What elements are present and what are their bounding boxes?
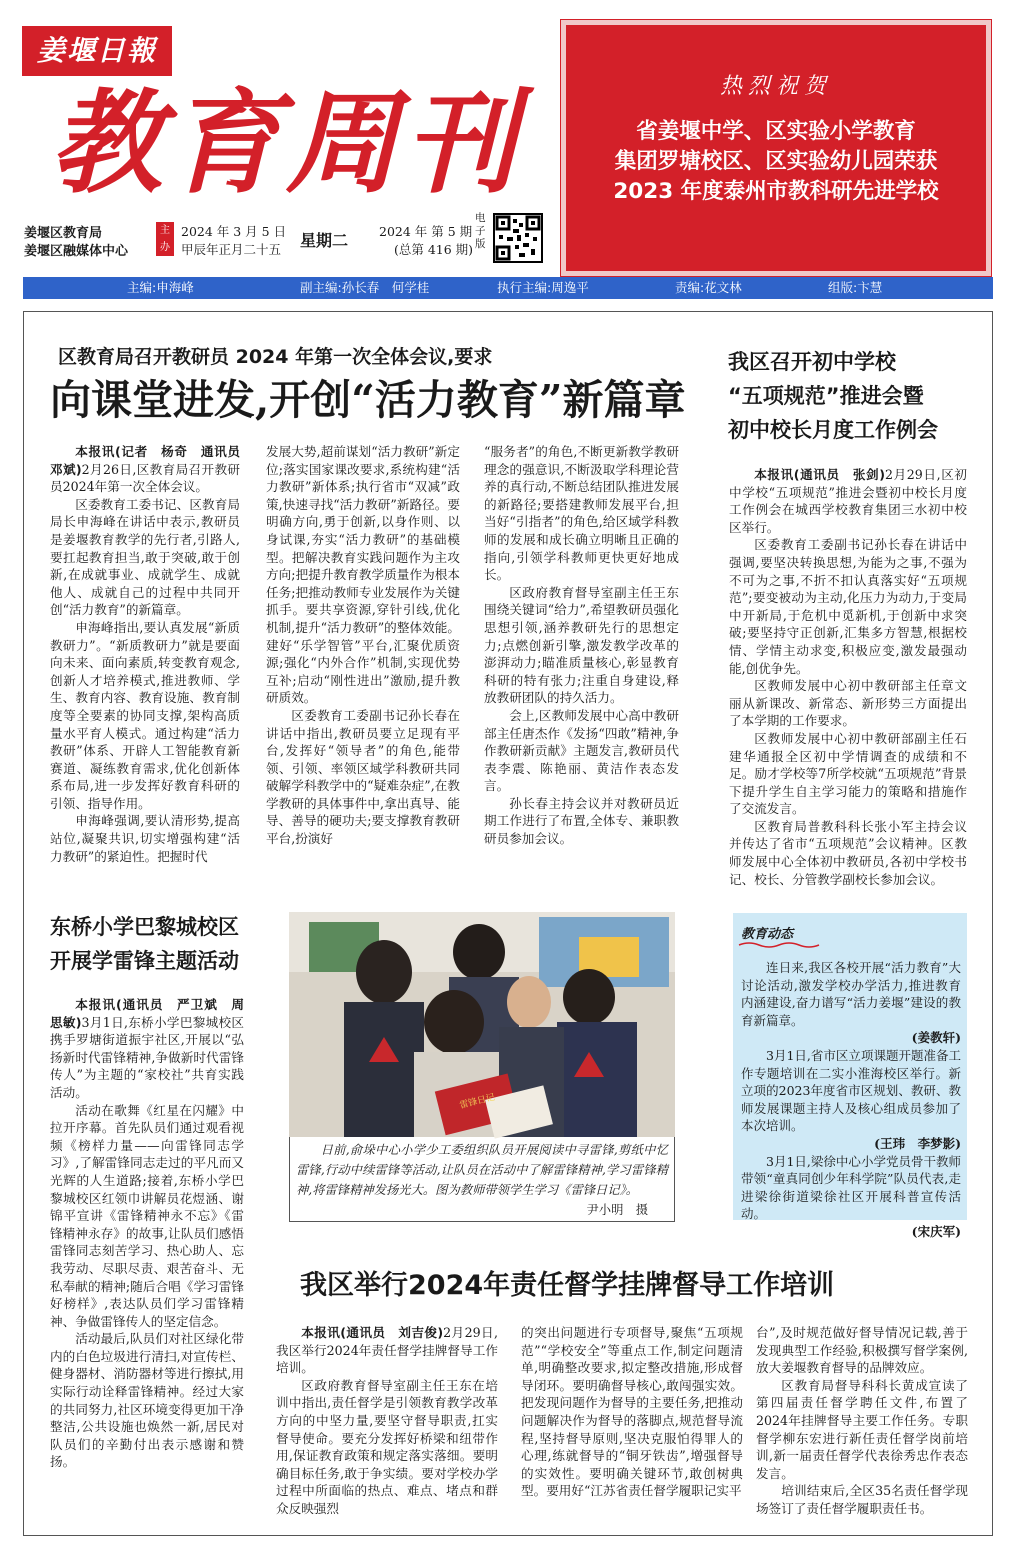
article3-headline xyxy=(50,910,260,978)
article1-paragraph: 申海峰指出,要认真发展“新质教研力”。“新质教研力”就是要面向未来、面向素质,转变教育观念,创新人才培养模式,推进教师、学生、教育内容、教育设施、教育制度等全要素的协同支撑,架构高质量水平育人模式。通过构建“活力教研”体系、开辟人工智能教育新赛道、凝练教育需求,优化创新体系布局,进一步发挥好教育科研的引领、指导作用。 xyxy=(50,619,240,811)
photo-caption-text: 日前,俞垛中心小学少工委组织队员开展阅读中寻雷锋,剪纸中忆雷锋,行动中续雷锋等活动,让队员在活动中了解雷锋精神,学习雷锋精神,将雷锋精神发扬光大。图为教师带领学生学习《雷锋日记》。 xyxy=(296,1143,668,1197)
article1-paragraph: 区委教育工委书记、区教育局局长申海峰在讲话中表示,教研员是姜堰教育教学的先行者,引路人,要扛起教育担当,敢于突破,敢于创新,在成就事业、成就学生、成就他人、成就自己的过程中共同开创“活力教育”的新篇章。 xyxy=(50,496,240,618)
chief-editor: 主编:申海峰 xyxy=(127,280,194,295)
banner-line: 集团罗塘校区、区实验幼儿园荣获 xyxy=(614,149,938,174)
news-item-signature: (王玮 李梦影) xyxy=(874,1135,961,1151)
date-lunar: 甲辰年正月二十五 xyxy=(181,242,282,257)
article1-paragraph: 区委教育工委副书记孙长春在讲话中指出,教研员要立足现有平台,发挥好“领导者”的角色,能带领、引领、率领区域学科教研共同破解学科教学中的“疑难杂症”,在教学教研的具体事件中,拿出真导、能导、善导的硬功夫;要支撑教育教研平台,扮演好 xyxy=(266,707,460,847)
masthead-title: 教育周刊 xyxy=(50,78,522,209)
congratulation-banner xyxy=(561,20,991,276)
article4-byline: 本报讯(通讯员 刘吉俊) xyxy=(301,1325,444,1340)
article1-column xyxy=(50,443,253,903)
article3-headline-line: 开展学雷锋主题活动 xyxy=(50,949,239,973)
article1-paragraph: 孙长春主持会议并对教研员近期工作进行了布置,全体专、兼职教研员参加会议。 xyxy=(484,795,679,847)
article2-column xyxy=(729,466,967,890)
article3-headline-line: 东桥小学巴黎城校区 xyxy=(50,915,239,939)
organizer-1: 姜堰区教育局 xyxy=(24,226,103,241)
issue-total: (总第 416 期) xyxy=(394,242,474,257)
editorial-credits xyxy=(23,277,993,299)
article2-byline: 本报讯(通讯员 张剑) xyxy=(754,467,885,482)
article1-paragraph: 发展大势,超前谋划“活力教研”新定位;落实国家课改要求,系统构建“活力教研”新体系;执行省市“双减”政策,快速寻找“活力教研”新路径。要明确方向,勇于创新,以身作则、以身试课,夯实“活力教研”的基础模型。把解决教育实践问题作为主攻方向;把提升教育教学质量作为根本任务;把推动教师专业发展作为关键抓手。要共享资源,穿针引线,优化机制,提升“活力教研”的整体效能。建好“乐学智管”平台,汇聚优质资源;强化“内外合作”机制,实现优势互补;启动“刚性进出”激励,提升教研质效。 xyxy=(266,444,460,706)
weekday: 星期二 xyxy=(300,231,349,250)
article1-paragraph: “服务者”的角色,不断更新教学教研理念的强意识,不断汲取学科理论营养的真行动,不断总结团队推进发展的新路径;要搭建教师发展平台,担当好“引指者”的角色,给区域学科教师的发展和成长确立明晰且正确的指向,引领学科教师更快更好地成长。 xyxy=(484,444,679,583)
article2-paragraph: 本报讯(通讯员 张剑)2月29日,区初中学校“五项规范”推进会暨初中校长月度工作例会在城西学校教育集团三水初中校区举行。 xyxy=(729,467,967,535)
article4-headline: 我区举行2024年责任督学挂牌督导工作培训 xyxy=(300,1270,835,1301)
layout-editor: 组版:卞慧 xyxy=(828,280,883,295)
article3-byline: 本报讯(通讯员 严卫斌 周思敏) xyxy=(50,997,244,1030)
e-edition-label: 电子版 xyxy=(475,212,486,250)
article4-column xyxy=(276,1324,498,1526)
article2-paragraph: 区教育局普教科科长张小军主持会议并传达了省市“五项规范”会议精神。区教师发展中心全体初中教研员,各初中学校书记、校长、分管教学副校长参加会议。 xyxy=(729,818,967,887)
deputy-editors: 副主编:孙长春 何学桂 xyxy=(300,280,430,295)
article4-column xyxy=(756,1324,968,1526)
date-gregorian: 2024 年 3 月 5 日 xyxy=(181,224,287,239)
news-item-signature: (宋庆军) xyxy=(911,1223,961,1239)
article4-paragraph: 台”,及时规范做好督导情况记载,善于发现典型工作经验,积极撰写督学案例,放大姜堰教育督导的品牌效应。 xyxy=(756,1325,968,1376)
article4-column xyxy=(521,1324,743,1526)
book-title: 雷锋日记 xyxy=(458,1092,497,1112)
article1-kicker: 区教育局召开教研员 2024 年第一次全体会议,要求 xyxy=(58,346,493,368)
article1-paragraph: 本报讯(记者 杨奇 通讯员 邓斌)2月26日,区教育局召开教研员2024年第一次全体会议。 xyxy=(50,444,253,495)
article2-paragraph: 区教师发展中心初中教研部主任章文丽从新课改、新常态、新形势三方面提出了本学期的工作要求。 xyxy=(729,678,967,729)
executive-editor: 执行主编:周逸平 xyxy=(497,280,589,295)
article2-paragraph: 区教师发展中心初中教研部副主任石建华通报全区初中学情调查的成绩和不足。励才学校等7所学校就“五项规范”背景下提升学生自主学习能力的策略和措施作了交流发言。 xyxy=(729,730,967,817)
article1-byline: 本报讯(记者 杨奇 通讯员 邓斌) xyxy=(50,444,253,477)
responsible-editor: 责编:花文林 xyxy=(675,280,742,295)
education-news-box xyxy=(733,913,967,1239)
banner-line: 省姜堰中学、区实验小学教育 xyxy=(636,119,916,144)
article3-paragraph: 活动最后,队员们对社区绿化带内的白色垃圾进行清扫,对宣传栏、健身器材、消防器材等进行擦拭,用实际行动诠释雷锋精神。经过大家的共同努力,社区环境变得更加干净整洁,公共设施也焕然一新,居民对队员们的辛勤付出表示感谢和赞扬。 xyxy=(50,1331,244,1470)
article2-headline xyxy=(728,345,978,447)
news-item: 3月1日,省市区立项课题开题准备工作专题培训在二实小淮海校区举行。新立项的2023年度省市区规划、教研、教师发展课题主持人及核心组成员参加了本次培训。 xyxy=(741,1047,961,1134)
article2-headline-line: 初中校长月度工作例会 xyxy=(728,418,938,442)
photo-caption xyxy=(296,1140,668,1220)
article4-paragraph: 培训结束后,全区35名责任督学现场签订了责任督学履职责任书。 xyxy=(756,1483,968,1516)
news-box-title: 教育动态 xyxy=(741,927,794,942)
newspaper-logo: 姜堰日報 xyxy=(22,26,172,76)
news-item: 3月1日,梁徐中心小学党员骨干教师带领“童真同创少年科学院”队员代表,走进梁徐街道梁徐社区开展科普宣传活动。 xyxy=(741,1153,961,1222)
article1-column xyxy=(484,443,679,903)
article3-paragraph: 本报讯(通讯员 严卫斌 周思敏)3月1日,东桥小学巴黎城校区携手罗塘街道振宇社区,开展以“弘扬新时代雷锋精神,争做新时代雷锋传人”为主题的“家校社”共育实践活动。 xyxy=(50,997,244,1100)
photo-credit: 尹小明 摄 xyxy=(586,1203,648,1217)
article4-paragraph: 本报讯(通讯员 刘吉俊)2月29日,我区举行2024年责任督学挂牌督导工作培训。 xyxy=(276,1325,499,1376)
article4-paragraph: 的突出问题进行专项督导,聚焦“五项规范”“学校安全”等重点工作,制定问题清单,明确整改要求,拟定整改措施,形成督导闭环。要明确督导核心,敢闯强实效。把发现问题作为督导的主要任务,把推动问题解决作为督导的落脚点,规范督导流程,坚持督导原则,坚决克服怕得罪人的心理,练就督导的“铜牙铁齿”,增强督导的实效性。要明确关键环节,敢创树典型。要用好“江苏省责任督学履职记实平 xyxy=(521,1325,743,1499)
news-item: 连日来,我区各校开展“活力教育”大讨论活动,激发学校办学活力,推进教育内涵建设,奋力谱写“活力姜堰”建设的教育新篇章。 xyxy=(741,960,961,1028)
article1-column xyxy=(266,443,460,903)
article2-headline-line: 我区召开初中学校 xyxy=(728,350,896,374)
issue-number: 2024 年 第 5 期 xyxy=(379,224,473,239)
title-underline-icon xyxy=(739,941,819,949)
organizer-2: 姜堰区融媒体中心 xyxy=(24,244,129,259)
article3-paragraph: 活动在歌舞《红星在闪耀》中拉开序幕。首先队员们通过观看视频《榜样力量——向雷锋同志学习》,了解雷锋同志走过的平凡而又光辉的人生道路;接着,东桥小学巴黎城校区红领巾讲解员花煜涵、谢锦平宣讲《雷锋精神永不忘》《雷锋精神永存》的故事,让队员们感悟雷锋同志刻苦学习、热心助人、忘我劳动、尽职尽责、艰苦奋斗、无私奉献的精神;随后合唱《学习雷锋好榜样》,表达队员们学习雷锋精神、争做雷锋传人的坚定信念。 xyxy=(50,1102,244,1329)
news-items xyxy=(741,959,961,1241)
banner-line: 2023 年度泰州市教科研先进学校 xyxy=(613,179,939,204)
article4-paragraph: 区政府教育督导室副主任王东在培训中指出,责任督学是引领教育教学改革方向的中坚力量,要坚守督导职责,扛实督导使命。要充分发挥好桥梁和纽带作用,保证教育政策和规定落实落细。要明确目标任务,敢于争实绩。要对学校办学过程中所面临的热点、难点、堵点和群众反映强烈 xyxy=(276,1377,498,1516)
article1-paragraph: 区政府教育督导室副主任王东围绕关键词“给力”,希望教研员强化思想引领,涵养教研先行的思想定力;点燃创新引擎,激发教学改革的澎湃动力;瞄准质量核心,彰显教育科研的特有张力;注重自身建设,释放教研团队的持久活力。 xyxy=(484,584,679,706)
article4-paragraph: 区教育局督导科科长黄成宣读了第四届责任督学聘任文件,布置了2024年挂牌督导主要工作任务。专职督学柳东宏进行新任责任督学岗前培训,新一届责任督学代表徐秀忠作表态发言。 xyxy=(756,1377,968,1481)
banner-title: 热烈祝贺 xyxy=(719,74,832,99)
qr-code-icon[interactable] xyxy=(493,213,543,263)
article2-headline-line: “五项规范”推进会暨 xyxy=(728,384,924,408)
article1-headline: 向课堂进发,开创“活力教育”新篇章 xyxy=(50,376,686,424)
article2-paragraph: 区委教育工委副书记孙长春在讲话中强调,要坚决转换思想,为能为之事,不强为不可为之事,不折不扣认真落实好“五项规范”;要变被动为主动,化压力为动力,于变局中开新局,于危机中觅新机,于创新中求突破;要坚持守正创新,汇集多方智慧,根据校情、学情主动求变,积极应变,激发最强动能,创优争先。 xyxy=(729,537,967,676)
host-label: 主办 xyxy=(156,222,174,256)
publication-info xyxy=(24,212,564,260)
article1-paragraph: 申海峰强调,要认清形势,提高站位,凝聚共识,切实增强构建“活力教研”的紧迫性。把握时代 xyxy=(50,813,240,864)
news-item-signature: (姜教轩) xyxy=(911,1030,961,1046)
news-photo xyxy=(289,912,675,1137)
article1-paragraph: 会上,区教师发展中心高中教研部主任唐杰作《发扬“四敢”精神,争作教研新贡献》主题发言,教研员代表李震、陈艳丽、黄洁作表态发言。 xyxy=(484,707,679,794)
article3-column xyxy=(50,996,244,1526)
